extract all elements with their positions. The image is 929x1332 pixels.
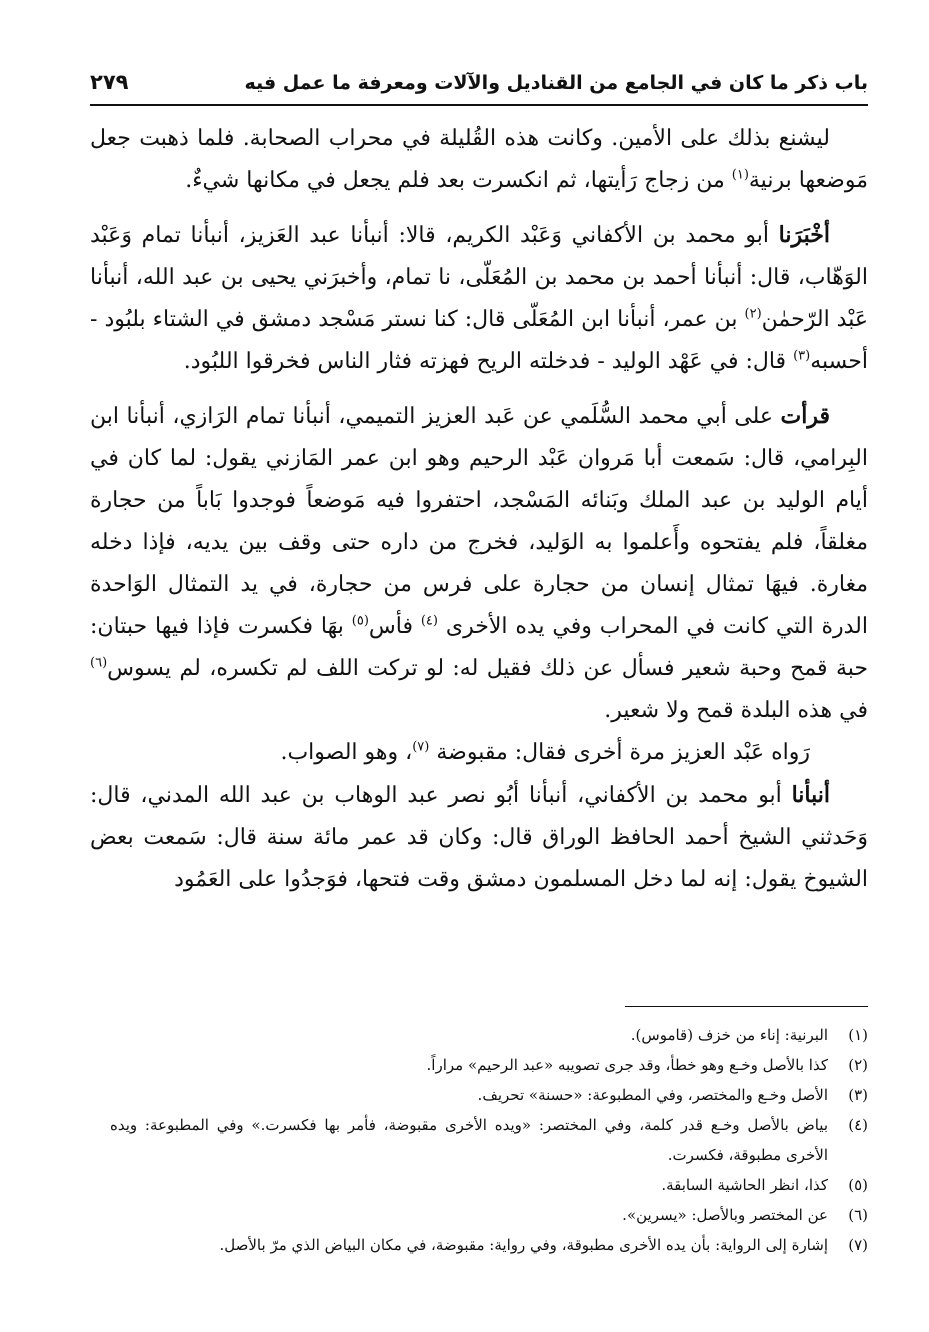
page-number: ٢٧٩	[90, 70, 129, 94]
paragraph-3-text-d: في هذه البلدة قمح ولا شعير.	[604, 698, 868, 723]
paragraph-4	[90, 732, 868, 774]
footnote-number: (٥)	[848, 1176, 868, 1194]
paragraph-3	[90, 395, 868, 732]
footnote-text: البرنية: إناء من خزف (قاموس).	[630, 1026, 828, 1044]
footnote-number: (٢)	[848, 1056, 868, 1074]
footnote-ref-3: (٣)	[793, 348, 811, 364]
paragraph-2-text-b: بن عمر، أنبأنا ابن المُعَلّى قال: كنا نستر مَسْجد دمشق في الشتاء بلبُود - أحسبه	[90, 307, 868, 374]
footnote-3	[110, 1080, 868, 1110]
paragraph-1-text-a: ليشنع بذلك على الأمين. وكانت هذه القُليلة في محراب الصحابة. فلما ذهبت جعل مَوضعها برنية	[90, 126, 868, 193]
footnote-ref-6: (٦)	[90, 655, 108, 671]
footnote-ref-1: (١)	[731, 167, 749, 183]
footnote-number: (٣)	[848, 1086, 868, 1104]
footnote-1	[110, 1020, 868, 1050]
footnote-ref-5: (٥)	[351, 613, 369, 629]
page-header	[90, 66, 868, 106]
paragraph-5-lead: أنبأنا	[791, 782, 830, 808]
footnote-text: كذا بالأصل وخـع وهو خطأ، وقد جرى تصويبه «عبد الرحيم» مراراً.	[426, 1056, 828, 1074]
paragraph-3-text-b: فأس	[368, 614, 421, 639]
footnote-number: (٦)	[848, 1206, 868, 1224]
main-text	[90, 118, 868, 901]
footnote-5	[110, 1170, 868, 1200]
footnote-7	[110, 1230, 868, 1260]
paragraph-3-text-c: بهَا فكسرت فإذا فيها حبتان: حبة قمح وحبة شعير فسأل عن ذلك فقيل له: لو تركت اللف لم تكسره، لم يسوس	[90, 614, 868, 681]
footnote-number: (٤)	[848, 1116, 868, 1134]
footnote-number: (٧)	[848, 1236, 868, 1254]
footnote-text: كذا، انظر الحاشية السابقة.	[661, 1176, 828, 1194]
footnote-ref-7: (٧)	[412, 739, 430, 755]
paragraph-4-text-a: رَواه عَبْد العزيز مرة أخرى فقال: مقبوضة	[429, 740, 810, 765]
paragraph-2-lead: أخْبَرَنا	[778, 222, 830, 248]
footnotes-rule	[625, 1006, 868, 1007]
running-head: باب ذكر ما كان في الجامع من القناديل والآلات ومعرفة ما عمل فيه	[244, 72, 868, 94]
paragraph-5	[90, 774, 868, 901]
footnote-text: عن المختصر وبالأصل: «يسرين».	[622, 1206, 828, 1224]
paragraph-3-text-a: على أبي محمد السُّلَمي عن عَبد العزيز التميمي، أنبأنا تمام الرَازي، أنبأنا ابن البِرامي، قال: سَمعت أبا مَروان عَبْد الرحيم وهو ابن عمر المَازني يقول: لما كان في أيام الوليد بن عبد الملك وبَنائه المَسْجد، احتفروا فيه مَوضعاً فوجدوا بَاباً من حجارة مغلقاً، فلم يفتحوه وأَعلموا به الوَليد، فخرج من داره حتى وقف بين يديه، فإذا دخله مغارة. فيهَا تمثال إنسان من حجارة على فرس من حجارة، في يد التمثال الوَاحدة الدرة التي كانت في المحراب وفي يده الأخرى	[90, 404, 868, 639]
paragraph-1-text-b: من زجاج رَأيتها، ثم انكسرت بعد فلم يجعل في مكانها شيءٌ.	[185, 168, 732, 193]
footnote-text: إشارة إلى الرواية: بأن يده الأخرى مطبوقة، وفي رواية: مقبوضة، في مكان البياض الذي مرّ بالأصل.	[219, 1236, 828, 1254]
footnote-number: (١)	[848, 1026, 868, 1044]
paragraph-3-lead: قرأت	[780, 403, 830, 429]
footnote-text: بياض بالأصل وخـع قدر كلمة، وفي المختصر: «ويده الأخرى مقبوضة، فأمر بها فكسرت.» وفي المطبوعة: ويده الأخرى مطبوقة، فكسرت.	[110, 1116, 828, 1164]
footnote-2	[110, 1050, 868, 1080]
paragraph-1	[90, 118, 868, 202]
header-rule	[90, 104, 868, 106]
footnote-text: الأصل وخـع والمختصر، وفي المطبوعة: «حسنة» تحريف.	[477, 1086, 828, 1104]
footnotes	[110, 1020, 868, 1260]
paragraph-5-text: أبو محمد بن الأكفاني، أنبأنا أبُو نصر عبد الوهاب بن عبد الله المدني، قال: وَحَدثني الشيخ أحمد الحافظ الوراق قال: وكان قد عمر مائة سنة قال: سَمعت بعض الشيوخ يقول: إنه لما دخل المسلمون دمشق وقت فتحها، فوَجدُوا على العَمُود	[90, 783, 868, 892]
paragraph-2	[90, 214, 868, 383]
paragraph-2-text-c: قال: في عَهْد الوليد - فدخلته الريح فهزته فثار الناس فخرقوا اللبُود.	[183, 349, 794, 374]
paragraph-4-text-b: ، وهو الصواب.	[280, 740, 413, 765]
footnote-ref-2: (٢)	[744, 306, 762, 322]
paragraph-2-text-a: أبو محمد بن الأكفاني وَعَبْد الكريم، قالا: أنبأنا عبد العَزيز، أنبأنا تمام وَعَبْد الوَهّاب، قال: أنبأنا أحمد بن محمد بن المُعَلّى، نا تمام، وأخبرَني يحيى بن عبد الله، أنبأنا عَبْد الرّحمٰن	[90, 223, 868, 332]
footnote-ref-4: (٤)	[420, 613, 438, 629]
footnote-4	[110, 1110, 868, 1170]
footnote-6	[110, 1200, 868, 1230]
